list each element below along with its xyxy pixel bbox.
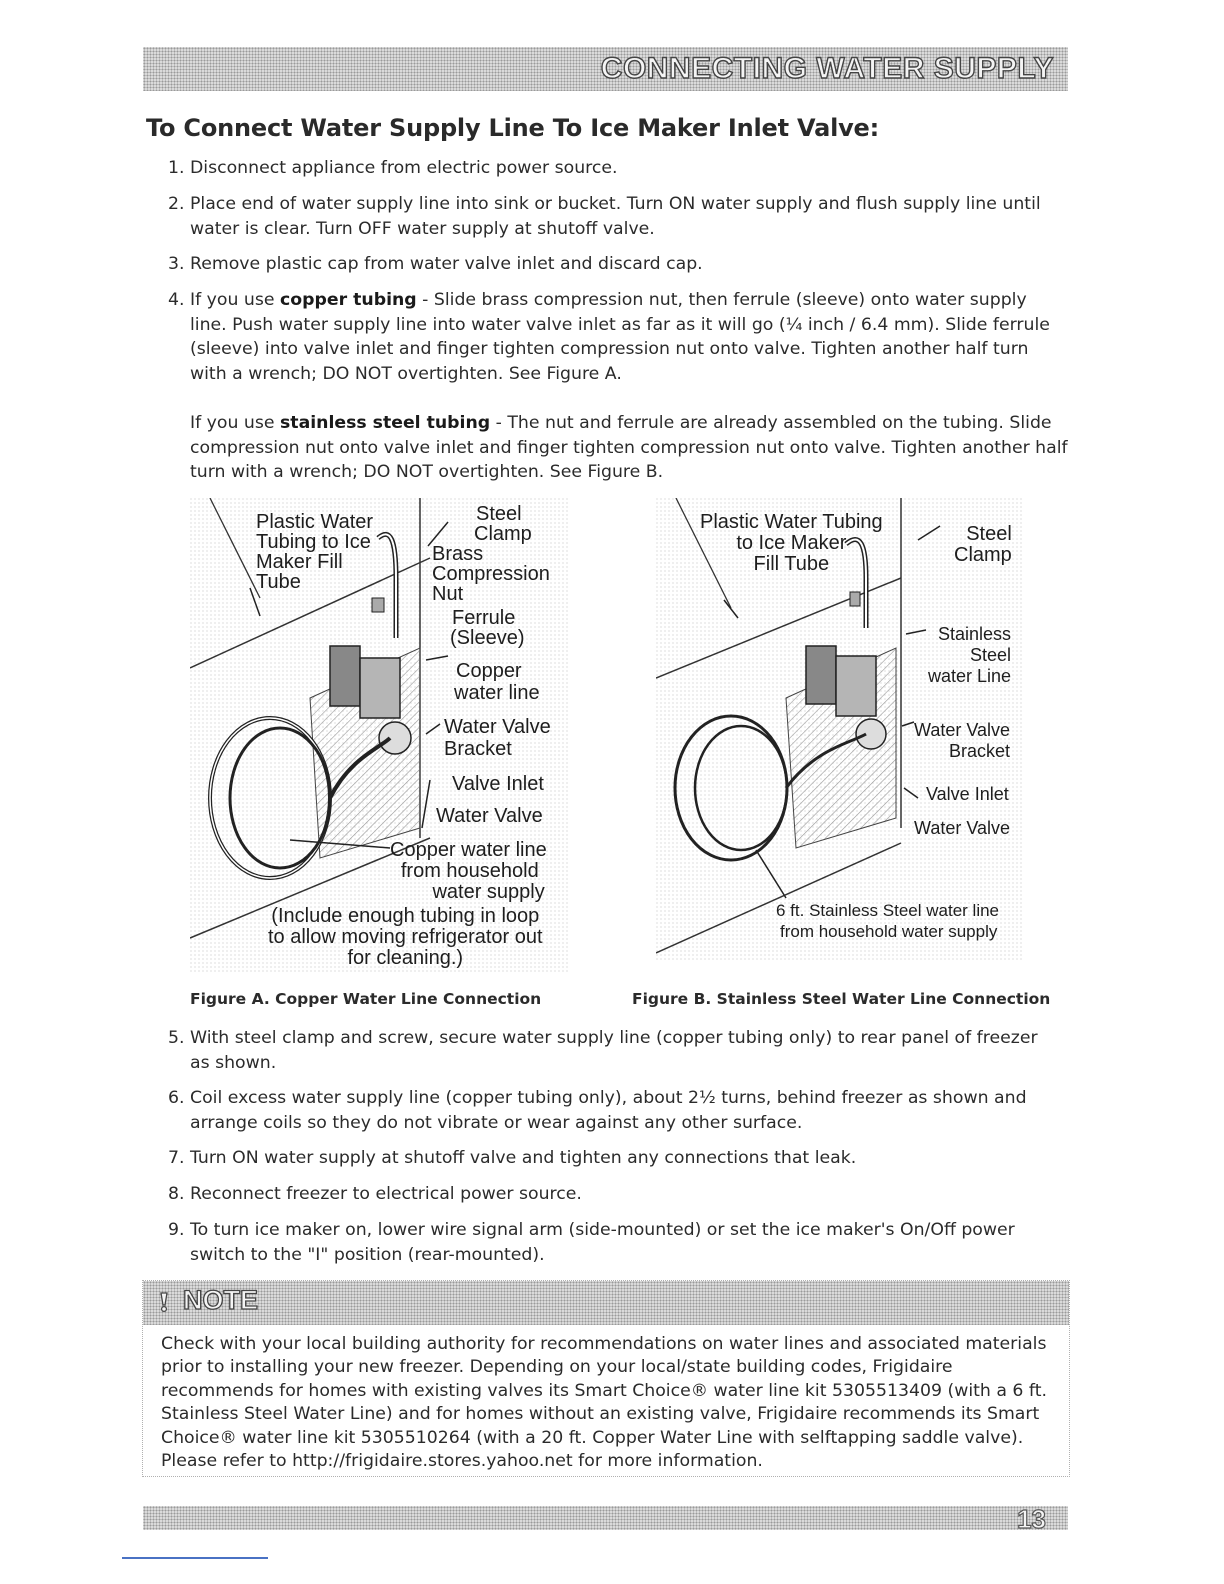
figure-b [656, 498, 1024, 960]
label-line: (Sleeve) [450, 627, 525, 649]
label-line: Ferrule [452, 607, 516, 629]
label-ferrule [452, 608, 524, 648]
label-line: Brass [432, 543, 484, 565]
step-text: Remove plastic cap from water valve inlet and discard cap. [190, 254, 703, 274]
label-line: Nut [432, 583, 464, 605]
label-plastic-tube [256, 512, 373, 592]
label-line: Steel [970, 645, 1012, 665]
label-line: Maker Fill [256, 551, 343, 573]
page-number: 13 [1017, 1504, 1046, 1534]
label-line: to allow moving refrigerator out [268, 926, 543, 948]
label-valve-inlet: Valve Inlet [926, 784, 1009, 804]
step-text: Place end of water supply line into sink or bucket. Turn ON water supply and flush supply line until water is clear. Turn OFF water supply at shutoff valve. [190, 194, 1041, 239]
label-line: Water Valve [444, 716, 551, 738]
label-line: Compression [432, 563, 550, 585]
label-line: Plastic Water [256, 511, 374, 533]
step-text: With steel clamp and screw, secure water supply line (copper tubing only) to rear panel of freezer as shown. [190, 1028, 1038, 1073]
label-line: Clamp [474, 523, 532, 545]
label-line: Copper water line [390, 839, 547, 861]
header-band [143, 47, 1068, 91]
corner-divider [122, 1557, 268, 1559]
copper-tubing-emphasis: copper tubing [280, 290, 417, 310]
list-item [168, 1218, 1068, 1267]
label-line: Fill Tube [753, 553, 830, 575]
label-line: Steel [966, 523, 1012, 545]
note-header [143, 1281, 1069, 1325]
figure-a-caption: Figure A. Copper Water Line Connection [190, 990, 542, 1008]
step-number: 8. [168, 1184, 185, 1204]
list-item [168, 288, 1068, 386]
label-copper-line [456, 660, 540, 704]
alert-icon [155, 1291, 173, 1313]
label-line: Plastic Water Tubing [700, 511, 883, 533]
list-item [168, 1182, 1068, 1207]
step-text: Reconnect freezer to electrical power source. [190, 1184, 582, 1204]
list-item [168, 156, 1068, 181]
page-title: CONNECTING WATER SUPPLY [600, 52, 1054, 85]
label-steel-clamp [954, 524, 1012, 566]
stainless-paragraph [190, 411, 1070, 485]
label-line: Bracket [444, 738, 512, 760]
step-number: 2. [168, 194, 185, 214]
note-body: Check with your local building authority for recommendations on water lines and associated materials prior to installing your new freezer. Depending on your local/state building codes, Frigidaire recommends for homes with existing valves its Smart Choice® water line kit 5305513409 (with a 6 ft. Stainless Steel Water Line) and for homes without an existing valve, Frigidaire recommends its Smart Choice® water line kit 5305510264 (with a 20 ft. Copper Water Line with selftapping saddle valve). Please refer to http://frigidaire.stores.yahoo.net for more information. [161, 1334, 1047, 1472]
label-line: Stainless [938, 624, 1012, 644]
step-number: 1. [168, 158, 185, 178]
label-line: for cleaning.) [347, 947, 464, 969]
para-lead: If you use [190, 413, 281, 433]
step-number: 6. [168, 1088, 185, 1108]
label-line: (Include enough tubing in loop [271, 905, 540, 927]
step-number: 5. [168, 1028, 185, 1048]
list-item [168, 192, 1048, 241]
label-steel-clamp [476, 504, 532, 544]
step-text: Disconnect appliance from electric power source. [190, 158, 618, 178]
figure-b-caption: Figure B. Stainless Steel Water Line Connection [632, 990, 1051, 1008]
step-text: Turn ON water supply at shutoff valve and tighten any connections that leak. [190, 1148, 857, 1168]
list-item [168, 252, 1068, 277]
stainless-tubing-emphasis: stainless steel tubing [280, 413, 491, 433]
step-number: 7. [168, 1148, 185, 1168]
section-heading: To Connect Water Supply Line To Ice Maker Inlet Valve: [146, 114, 880, 142]
label-line: from household [400, 860, 539, 882]
label-line: to Ice Maker [736, 532, 847, 554]
step-text: To turn ice maker on, lower wire signal arm (side-mounted) or set the ice maker's On/Off power switch to the "I" position (rear-mounted). [190, 1220, 1015, 1265]
label-valve-inlet: Valve Inlet [452, 773, 544, 795]
figure-a [190, 498, 570, 974]
label-loop-note [268, 906, 543, 969]
label-line: Water Valve [914, 720, 1011, 740]
label-bracket [914, 720, 1010, 762]
label-water-valve: Water Valve [436, 805, 543, 827]
label-line: water supply [432, 881, 545, 903]
label-line: Clamp [954, 544, 1012, 566]
label-household [776, 900, 999, 942]
note-title: NOTE [183, 1285, 259, 1315]
label-brass-nut [432, 544, 550, 604]
label-line: from household water supply [780, 922, 998, 941]
label-line: Tube [256, 571, 301, 593]
label-water-valve: Water Valve [914, 818, 1011, 838]
label-line: Steel [476, 503, 522, 525]
para-rest: - The nut and ferrule are already assembled on the tubing. Slide compression nut onto valve inlet and finger tighten compression nut onto valve. Tighten another half turn with a wrench; DO NOT overtighten. See Figure B. [190, 413, 1068, 482]
step-number: 9. [168, 1220, 185, 1240]
label-line: 6 ft. Stainless Steel water line [776, 901, 1000, 920]
step-rest: - Slide brass compression nut, then ferrule (sleeve) onto water supply line. Push water supply line into water valve inlet as far as it will go (¼ inch / 6.4 mm). Slide ferrule (sleeve) into valve inlet and finger tighten compression nut onto valve. Tighten another half turn with a wrench; DO NOT overtighten. See Figure A. [190, 290, 1050, 384]
label-stainless-line [928, 624, 1011, 687]
label-line: Tubing to Ice [256, 531, 371, 553]
step-lead: If you use [190, 290, 281, 310]
footer-band [143, 1504, 1068, 1534]
list-item [168, 1086, 1048, 1135]
list-item [168, 1146, 1068, 1171]
step-number: 3. [168, 254, 185, 274]
label-bracket [444, 716, 551, 760]
label-line: water line [454, 682, 540, 704]
label-household [390, 840, 547, 903]
step-number: 4. [168, 290, 185, 310]
note-box [142, 1280, 1070, 1477]
list-item [168, 1026, 1048, 1075]
step-text [190, 288, 1068, 386]
label-plastic-tube [700, 512, 883, 575]
label-line: Bracket [949, 741, 1011, 761]
label-line: water Line [928, 666, 1012, 686]
step-text: Coil excess water supply line (copper tubing only), about 2½ turns, behind freezer as shown and arrange coils so they do not vibrate or wear against any other surface. [190, 1088, 1027, 1133]
label-line: Copper [456, 660, 522, 682]
